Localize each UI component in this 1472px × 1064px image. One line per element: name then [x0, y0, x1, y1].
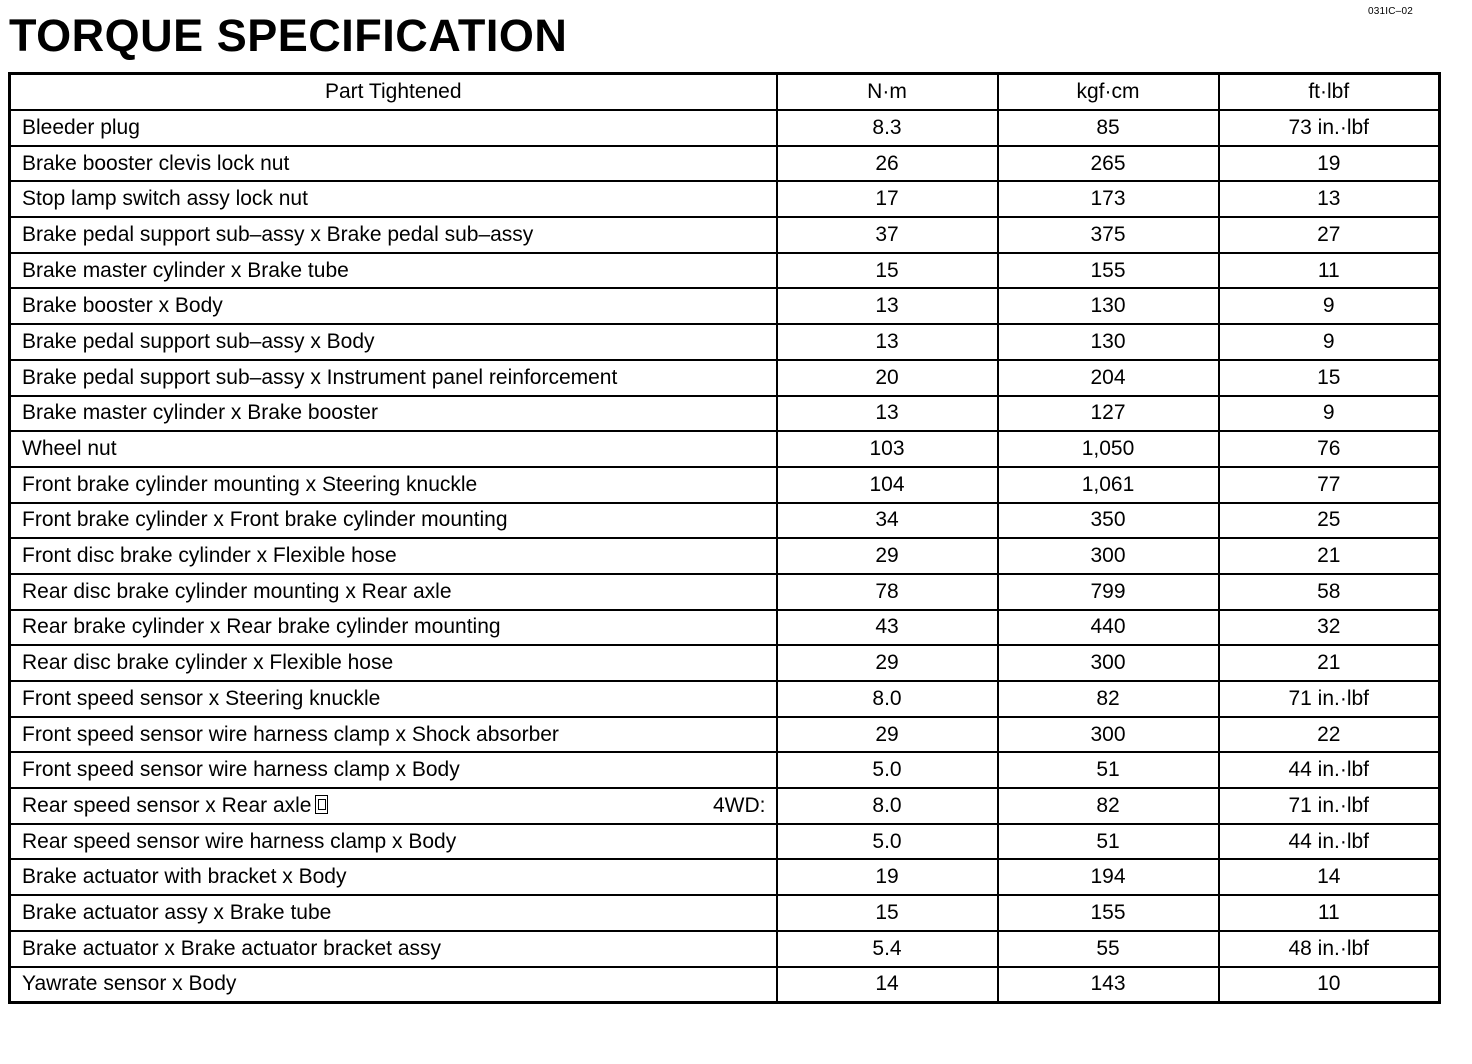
- part-cell: Stop lamp switch assy lock nut: [10, 181, 777, 217]
- nm-cell: 5.0: [777, 752, 998, 788]
- nm-cell: 13: [777, 396, 998, 432]
- part-cell: Wheel nut: [10, 431, 777, 467]
- part-cell-with-note: [10, 788, 777, 824]
- table-body: [10, 110, 1440, 1003]
- kgfcm-cell: 350: [998, 503, 1219, 539]
- nm-cell: 29: [777, 538, 998, 574]
- kgfcm-cell: 82: [998, 681, 1219, 717]
- kgfcm-cell: 799: [998, 574, 1219, 610]
- kgfcm-cell: 155: [998, 253, 1219, 289]
- ftlbf-cell: 71 in.·lbf: [1219, 788, 1440, 824]
- nm-cell: 8.0: [777, 788, 998, 824]
- variant-note: 4WD:: [713, 793, 766, 817]
- part-cell: Bleeder plug: [10, 110, 777, 146]
- nm-cell: 14: [777, 967, 998, 1003]
- part-text: Rear speed sensor x Rear axle: [22, 793, 312, 817]
- kgfcm-cell: 204: [998, 360, 1219, 396]
- table-row: [10, 824, 1440, 860]
- document-code: 031IC–02: [1368, 6, 1413, 17]
- part-cell: Rear brake cylinder x Rear brake cylinder mounting: [10, 610, 777, 646]
- part-cell: Brake actuator x Brake actuator bracket assy: [10, 931, 777, 967]
- kgfcm-cell: 85: [998, 110, 1219, 146]
- header-nm: N·m: [777, 74, 998, 111]
- ftlbf-cell: 9: [1219, 288, 1440, 324]
- part-cell: Front disc brake cylinder x Flexible hose: [10, 538, 777, 574]
- kgfcm-cell: 375: [998, 217, 1219, 253]
- box-mark-icon: [315, 795, 328, 814]
- part-cell: Brake booster clevis lock nut: [10, 146, 777, 182]
- part-cell: Front speed sensor wire harness clamp x Body: [10, 752, 777, 788]
- kgfcm-cell: 300: [998, 538, 1219, 574]
- ftlbf-cell: 73 in.·lbf: [1219, 110, 1440, 146]
- ftlbf-cell: 9: [1219, 324, 1440, 360]
- part-cell: Rear disc brake cylinder x Flexible hose: [10, 645, 777, 681]
- table-row: [10, 895, 1440, 931]
- kgfcm-cell: 1,050: [998, 431, 1219, 467]
- part-cell: Brake actuator assy x Brake tube: [10, 895, 777, 931]
- nm-cell: 34: [777, 503, 998, 539]
- table-row: [10, 788, 1440, 824]
- table-row: [10, 859, 1440, 895]
- table-row: [10, 752, 1440, 788]
- nm-cell: 29: [777, 717, 998, 753]
- kgfcm-cell: 51: [998, 824, 1219, 860]
- table-row: [10, 217, 1440, 253]
- table-row: [10, 717, 1440, 753]
- ftlbf-cell: 71 in.·lbf: [1219, 681, 1440, 717]
- table-row: [10, 324, 1440, 360]
- part-cell: Brake pedal support sub–assy x Body: [10, 324, 777, 360]
- ftlbf-cell: 19: [1219, 146, 1440, 182]
- nm-cell: 8.0: [777, 681, 998, 717]
- ftlbf-cell: 22: [1219, 717, 1440, 753]
- table-row: [10, 431, 1440, 467]
- ftlbf-cell: 77: [1219, 467, 1440, 503]
- header-part-tightened: Part Tightened: [10, 74, 777, 111]
- kgfcm-cell: 82: [998, 788, 1219, 824]
- ftlbf-cell: 11: [1219, 895, 1440, 931]
- kgfcm-cell: 173: [998, 181, 1219, 217]
- ftlbf-cell: 21: [1219, 645, 1440, 681]
- page-title: TORQUE SPECIFICATION: [9, 10, 568, 61]
- part-cell: Brake actuator with bracket x Body: [10, 859, 777, 895]
- nm-cell: 17: [777, 181, 998, 217]
- nm-cell: 20: [777, 360, 998, 396]
- kgfcm-cell: 440: [998, 610, 1219, 646]
- ftlbf-cell: 25: [1219, 503, 1440, 539]
- ftlbf-cell: 48 in.·lbf: [1219, 931, 1440, 967]
- part-cell: Rear speed sensor wire harness clamp x Body: [10, 824, 777, 860]
- table-row: [10, 538, 1440, 574]
- ftlbf-cell: 15: [1219, 360, 1440, 396]
- nm-cell: 37: [777, 217, 998, 253]
- ftlbf-cell: 27: [1219, 217, 1440, 253]
- kgfcm-cell: 300: [998, 717, 1219, 753]
- kgfcm-cell: 51: [998, 752, 1219, 788]
- nm-cell: 5.0: [777, 824, 998, 860]
- ftlbf-cell: 58: [1219, 574, 1440, 610]
- kgfcm-cell: 143: [998, 967, 1219, 1003]
- nm-cell: 19: [777, 859, 998, 895]
- table-row: [10, 110, 1440, 146]
- table-row: [10, 610, 1440, 646]
- part-cell: Front brake cylinder x Front brake cylinder mounting: [10, 503, 777, 539]
- part-cell: Brake master cylinder x Brake tube: [10, 253, 777, 289]
- kgfcm-cell: 1,061: [998, 467, 1219, 503]
- kgfcm-cell: 265: [998, 146, 1219, 182]
- table-row: [10, 253, 1440, 289]
- ftlbf-cell: 76: [1219, 431, 1440, 467]
- ftlbf-cell: 13: [1219, 181, 1440, 217]
- nm-cell: 8.3: [777, 110, 998, 146]
- part-cell: Front brake cylinder mounting x Steering knuckle: [10, 467, 777, 503]
- nm-cell: 13: [777, 288, 998, 324]
- table-row: [10, 681, 1440, 717]
- ftlbf-cell: 21: [1219, 538, 1440, 574]
- table-row: [10, 396, 1440, 432]
- table-row: [10, 146, 1440, 182]
- nm-cell: 15: [777, 253, 998, 289]
- nm-cell: 43: [777, 610, 998, 646]
- part-cell: Brake pedal support sub–assy x Instrument panel reinforcement: [10, 360, 777, 396]
- table-row: [10, 931, 1440, 967]
- table-row: [10, 467, 1440, 503]
- nm-cell: 103: [777, 431, 998, 467]
- ftlbf-cell: 44 in.·lbf: [1219, 824, 1440, 860]
- part-cell: Brake booster x Body: [10, 288, 777, 324]
- nm-cell: 5.4: [777, 931, 998, 967]
- part-cell: Brake pedal support sub–assy x Brake pedal sub–assy: [10, 217, 777, 253]
- nm-cell: 13: [777, 324, 998, 360]
- table-row: [10, 360, 1440, 396]
- table-row: [10, 645, 1440, 681]
- nm-cell: 29: [777, 645, 998, 681]
- table-row: [10, 503, 1440, 539]
- ftlbf-cell: 32: [1219, 610, 1440, 646]
- part-cell: Front speed sensor wire harness clamp x Shock absorber: [10, 717, 777, 753]
- table-row: [10, 574, 1440, 610]
- header-ftlbf: ft·lbf: [1219, 74, 1440, 111]
- table-row: [10, 288, 1440, 324]
- ftlbf-cell: 11: [1219, 253, 1440, 289]
- table-header-row: [10, 74, 1440, 111]
- nm-cell: 15: [777, 895, 998, 931]
- kgfcm-cell: 130: [998, 324, 1219, 360]
- nm-cell: 104: [777, 467, 998, 503]
- kgfcm-cell: 130: [998, 288, 1219, 324]
- torque-specification-table: [8, 72, 1441, 1004]
- kgfcm-cell: 155: [998, 895, 1219, 931]
- part-cell: Brake master cylinder x Brake booster: [10, 396, 777, 432]
- part-cell: Yawrate sensor x Body: [10, 967, 777, 1003]
- part-cell: Front speed sensor x Steering knuckle: [10, 681, 777, 717]
- ftlbf-cell: 10: [1219, 967, 1440, 1003]
- ftlbf-cell: 44 in.·lbf: [1219, 752, 1440, 788]
- kgfcm-cell: 300: [998, 645, 1219, 681]
- nm-cell: 26: [777, 146, 998, 182]
- kgfcm-cell: 127: [998, 396, 1219, 432]
- ftlbf-cell: 14: [1219, 859, 1440, 895]
- header-kgfcm: kgf·cm: [998, 74, 1219, 111]
- kgfcm-cell: 194: [998, 859, 1219, 895]
- kgfcm-cell: 55: [998, 931, 1219, 967]
- ftlbf-cell: 9: [1219, 396, 1440, 432]
- part-cell: Rear disc brake cylinder mounting x Rear axle: [10, 574, 777, 610]
- nm-cell: 78: [777, 574, 998, 610]
- table-row: [10, 181, 1440, 217]
- table-row: [10, 967, 1440, 1003]
